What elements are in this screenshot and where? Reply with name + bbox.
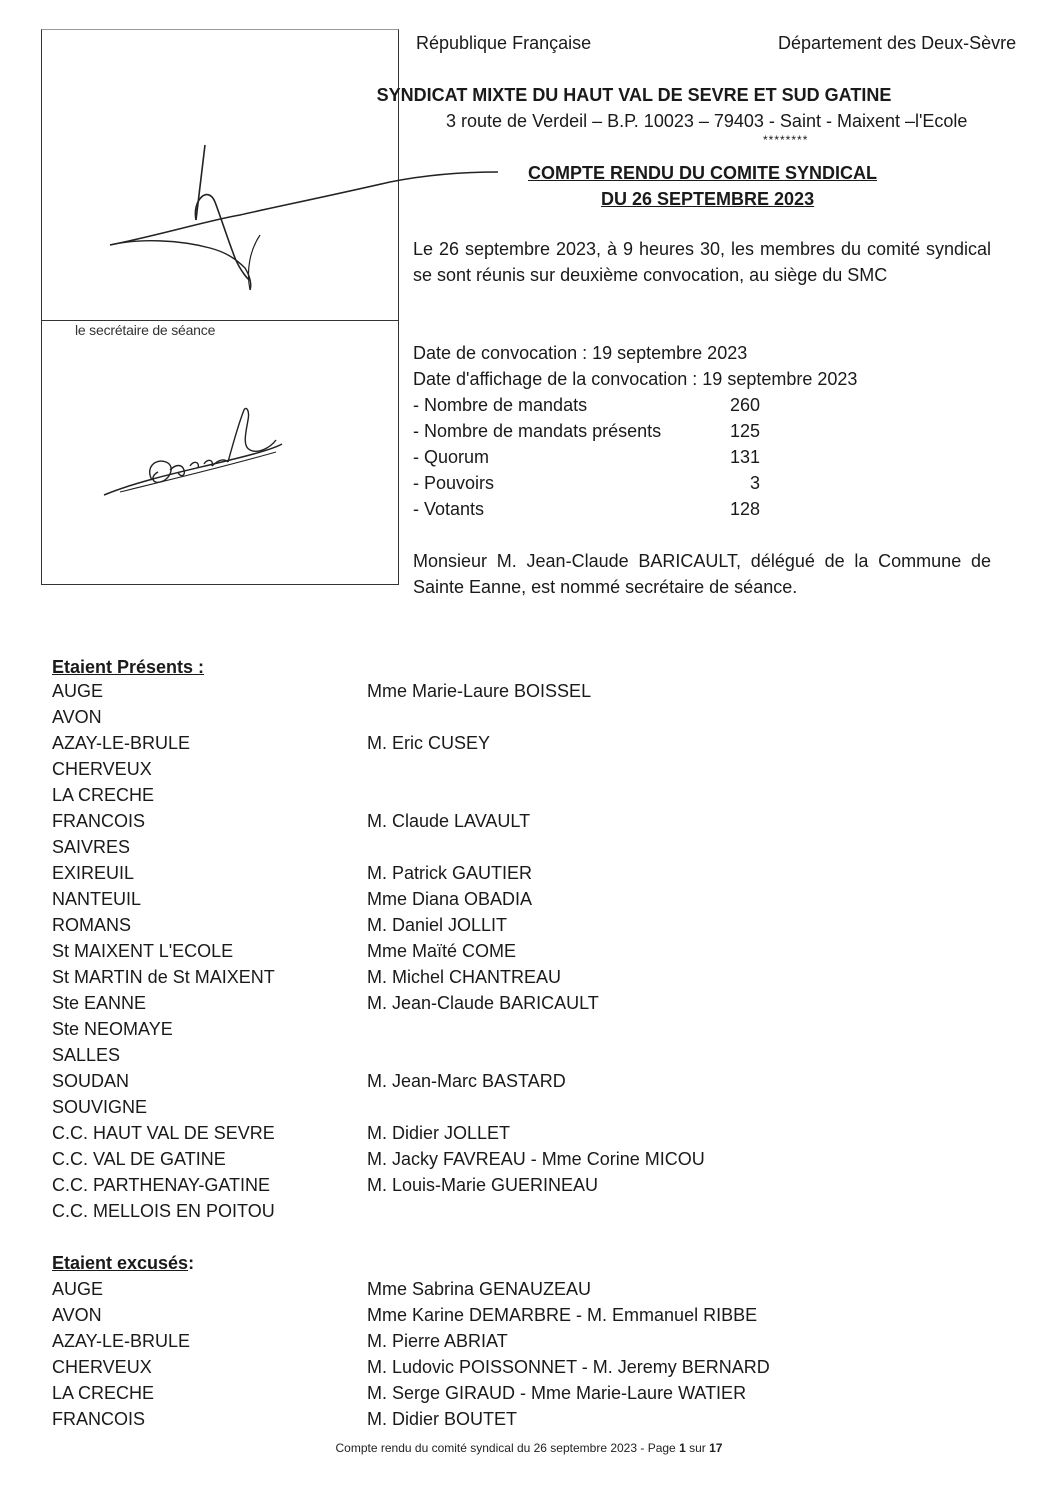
commune-name: AVON bbox=[52, 1305, 102, 1325]
delegate-names: M. Claude LAVAULT bbox=[367, 811, 531, 831]
commune-name: EXIREUIL bbox=[52, 863, 135, 883]
commune-name: FRANCOIS bbox=[52, 811, 146, 831]
presents-list bbox=[52, 678, 852, 1224]
presents-heading: Etaient Présents : bbox=[52, 657, 205, 677]
page-footer bbox=[0, 1440, 1058, 1456]
stat-value: 128 bbox=[729, 499, 760, 519]
excused-row bbox=[52, 1328, 852, 1354]
commune-name: C.C. VAL DE GATINE bbox=[52, 1149, 226, 1169]
signature-label: le secrétaire de séance bbox=[75, 322, 216, 338]
delegate-names: M. Jacky FAVREAU - Mme Corine MICOU bbox=[367, 1149, 705, 1169]
stat-row bbox=[413, 340, 760, 366]
excused-row bbox=[52, 1380, 852, 1406]
commune-name: AZAY-LE-BRULE bbox=[52, 733, 191, 753]
commune-name: Ste EANNE bbox=[52, 993, 147, 1013]
commune-name: SOUDAN bbox=[52, 1071, 130, 1091]
commune-name: AUGE bbox=[52, 1279, 104, 1299]
organization-name: SYNDICAT MIXTE DU HAUT VAL DE SEVRE ET SUD GATINE bbox=[376, 85, 892, 105]
present-row bbox=[52, 886, 852, 912]
stat-row bbox=[413, 366, 858, 392]
delegate-names: Mme Karine DEMARBRE - M. Emmanuel RIBBE bbox=[367, 1305, 758, 1325]
present-row bbox=[52, 1172, 852, 1198]
stat-label: Date d'affichage de la convocation : 19 septembre 2023 bbox=[413, 369, 858, 389]
delegate-names: M. Jean-Marc BASTARD bbox=[367, 1071, 566, 1091]
stat-label: - Pouvoirs bbox=[413, 473, 495, 493]
excuses-heading-colon: : bbox=[188, 1253, 195, 1273]
present-row bbox=[52, 756, 852, 782]
delegate-names: Mme Maïté COME bbox=[367, 941, 517, 961]
delegate-names: M. Ludovic POISSONNET - M. Jeremy BERNARD bbox=[367, 1357, 770, 1377]
commune-name: St MAIXENT L'ECOLE bbox=[52, 941, 234, 961]
delegate-names: M. Serge GIRAUD - Mme Marie-Laure WATIER bbox=[367, 1383, 747, 1403]
delegate-names: M. Pierre ABRIAT bbox=[367, 1331, 508, 1351]
delegate-names: M. Eric CUSEY bbox=[367, 733, 491, 753]
meeting-stats bbox=[413, 340, 858, 522]
present-row bbox=[52, 1016, 852, 1042]
delegate-names: M. Patrick GAUTIER bbox=[367, 863, 533, 883]
delegate-names: M. Michel CHANTREAU bbox=[367, 967, 562, 987]
delegate-names: Mme Diana OBADIA bbox=[367, 889, 533, 909]
present-row bbox=[52, 860, 852, 886]
commune-name: AVON bbox=[52, 707, 102, 727]
present-row bbox=[52, 834, 852, 860]
commune-name: NANTEUIL bbox=[52, 889, 142, 909]
footer-sur: sur bbox=[689, 1441, 706, 1455]
document-title-line1: COMPTE RENDU DU COMITE SYNDICAL bbox=[528, 163, 878, 183]
delegate-names: M. Didier BOUTET bbox=[367, 1409, 518, 1429]
footer-page-number: 1 bbox=[679, 1441, 686, 1455]
excused-row bbox=[52, 1276, 852, 1302]
footer-text: Compte rendu du comité syndical du 26 septembre 2023 - bbox=[335, 1441, 648, 1455]
excuses-list bbox=[52, 1276, 852, 1432]
commune-name: ROMANS bbox=[52, 915, 132, 935]
stat-label: - Nombre de mandats bbox=[413, 395, 588, 415]
commune-name: C.C. HAUT VAL DE SEVRE bbox=[52, 1123, 275, 1143]
commune-name: CHERVEUX bbox=[52, 759, 152, 779]
organization-address: 3 route de Verdeil – B.P. 10023 – 79403 - Saint - Maixent –l'Ecole bbox=[446, 111, 968, 131]
commune-name: CHERVEUX bbox=[52, 1357, 152, 1377]
stat-row bbox=[413, 418, 760, 444]
excused-row bbox=[52, 1354, 852, 1380]
delegate-names: M. Louis-Marie GUERINEAU bbox=[367, 1175, 599, 1195]
commune-name: C.C. MELLOIS EN POITOU bbox=[52, 1201, 275, 1221]
present-row bbox=[52, 964, 852, 990]
present-row bbox=[52, 1068, 852, 1094]
secretary-signature bbox=[100, 400, 290, 500]
stat-value: 125 bbox=[729, 421, 760, 441]
signature-divider bbox=[42, 320, 398, 321]
footer-page-total: 17 bbox=[709, 1441, 723, 1455]
stat-label: - Votants bbox=[413, 499, 485, 519]
signature-box bbox=[41, 29, 399, 585]
present-row bbox=[52, 1198, 852, 1224]
excuses-heading-text: Etaient excusés bbox=[52, 1253, 189, 1273]
secretary-paragraph: Monsieur M. Jean-Claude BARICAULT, délégué de la Commune de Sainte Eanne, est nommé secrétaire de séance. bbox=[413, 551, 991, 597]
stat-row bbox=[413, 470, 760, 496]
header-republique: République Française bbox=[416, 33, 592, 53]
delegate-names: Mme Sabrina GENAUZEAU bbox=[367, 1279, 592, 1299]
excused-row bbox=[52, 1406, 852, 1432]
intro-paragraph: Le 26 septembre 2023, à 9 heures 30, les membres du comité syndical se sont réunis sur deuxième convocation, au siège du SMC bbox=[413, 239, 991, 285]
commune-name: LA CRECHE bbox=[52, 785, 155, 805]
present-row bbox=[52, 782, 852, 808]
present-row bbox=[52, 938, 852, 964]
stat-value: 131 bbox=[729, 447, 760, 467]
present-row bbox=[52, 1042, 852, 1068]
present-row bbox=[52, 1146, 852, 1172]
commune-name: AZAY-LE-BRULE bbox=[52, 1331, 191, 1351]
present-row bbox=[52, 1094, 852, 1120]
present-row bbox=[52, 730, 852, 756]
present-row bbox=[52, 1120, 852, 1146]
delegate-names: M. Didier JOLLET bbox=[367, 1123, 511, 1143]
commune-name: SAIVRES bbox=[52, 837, 131, 857]
present-row bbox=[52, 912, 852, 938]
commune-name: SOUVIGNE bbox=[52, 1097, 148, 1117]
stat-label: Date de convocation : 19 septembre 2023 bbox=[413, 343, 748, 363]
stat-label: - Quorum bbox=[413, 447, 490, 467]
commune-name: SALLES bbox=[52, 1045, 121, 1065]
commune-name: Ste NEOMAYE bbox=[52, 1019, 173, 1039]
commune-name: FRANCOIS bbox=[52, 1409, 146, 1429]
present-row bbox=[52, 678, 852, 704]
delegate-names: M. Daniel JOLLIT bbox=[367, 915, 508, 935]
excused-row bbox=[52, 1302, 852, 1328]
footer-page-label: Page bbox=[647, 1441, 676, 1455]
stat-row bbox=[413, 444, 760, 470]
commune-name: AUGE bbox=[52, 681, 104, 701]
stat-row bbox=[413, 392, 760, 418]
present-row bbox=[52, 808, 852, 834]
commune-name: St MARTIN de St MAIXENT bbox=[52, 967, 275, 987]
commune-name: LA CRECHE bbox=[52, 1383, 155, 1403]
present-row bbox=[52, 704, 852, 730]
stat-row bbox=[413, 496, 760, 522]
excuses-heading bbox=[52, 1250, 194, 1276]
delegate-names: Mme Marie-Laure BOISSEL bbox=[367, 681, 592, 701]
header-departement: Département des Deux-Sèvre bbox=[778, 33, 1017, 53]
stat-value: 260 bbox=[729, 395, 760, 415]
stat-value: 3 bbox=[749, 473, 760, 493]
present-row bbox=[52, 990, 852, 1016]
separator-stars: ******** bbox=[763, 133, 809, 147]
stat-label: - Nombre de mandats présents bbox=[413, 421, 662, 441]
delegate-names: M. Jean-Claude BARICAULT bbox=[367, 993, 599, 1013]
commune-name: C.C. PARTHENAY-GATINE bbox=[52, 1175, 271, 1195]
document-title-line2: DU 26 SEPTEMBRE 2023 bbox=[601, 189, 815, 209]
